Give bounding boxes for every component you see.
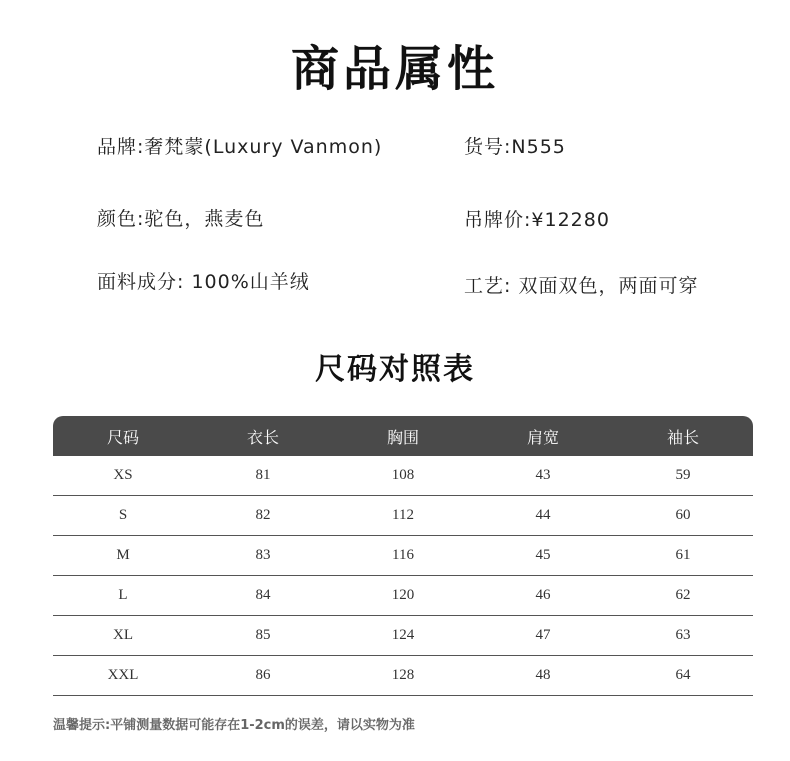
- header-size: 尺码: [53, 416, 193, 456]
- cell-sleeve: 61: [613, 536, 753, 576]
- cell-chest: 108: [333, 456, 473, 496]
- page-title: 商品属性: [290, 41, 499, 97]
- cell-length: 85: [193, 616, 333, 656]
- cell-size: S: [53, 496, 193, 536]
- cell-size: L: [53, 576, 193, 616]
- material-attribute: 面料成分: 100%山羊绒: [97, 271, 310, 293]
- header-chest: 胸围: [333, 416, 473, 456]
- cell-sleeve: 62: [613, 576, 753, 616]
- cell-sleeve: 63: [613, 616, 753, 656]
- table-row: [53, 616, 753, 656]
- cell-shoulder: 47: [473, 616, 613, 656]
- craft-attribute: 工艺: 双面双色，两面可穿: [464, 275, 699, 297]
- cell-length: 82: [193, 496, 333, 536]
- cell-length: 83: [193, 536, 333, 576]
- header-sleeve: 袖长: [613, 416, 753, 456]
- table-row: [53, 496, 753, 536]
- cell-shoulder: 44: [473, 496, 613, 536]
- tag-price-attribute: 吊牌价:¥12280: [464, 209, 610, 231]
- measurement-note: 温馨提示:平铺测量数据可能存在1-2cm的误差，请以实物为准: [53, 718, 415, 733]
- size-chart-title: 尺码对照表: [315, 352, 475, 387]
- cell-chest: 116: [333, 536, 473, 576]
- table-row: [53, 656, 753, 696]
- cell-chest: 128: [333, 656, 473, 696]
- cell-size: XL: [53, 616, 193, 656]
- brand-attribute: 品牌:奢梵蒙(Luxury Vanmon): [97, 136, 383, 158]
- cell-length: 81: [193, 456, 333, 496]
- size-chart-header-row: [53, 416, 753, 456]
- header-length: 衣长: [193, 416, 333, 456]
- cell-chest: 124: [333, 616, 473, 656]
- cell-shoulder: 43: [473, 456, 613, 496]
- sku-attribute: 货号:N555: [464, 136, 566, 158]
- cell-chest: 120: [333, 576, 473, 616]
- cell-length: 86: [193, 656, 333, 696]
- cell-shoulder: 45: [473, 536, 613, 576]
- header-shoulder: 肩宽: [473, 416, 613, 456]
- cell-chest: 112: [333, 496, 473, 536]
- cell-sleeve: 59: [613, 456, 753, 496]
- cell-size: XS: [53, 456, 193, 496]
- table-row: [53, 536, 753, 576]
- cell-shoulder: 46: [473, 576, 613, 616]
- cell-shoulder: 48: [473, 656, 613, 696]
- cell-size: M: [53, 536, 193, 576]
- size-chart-table: [53, 416, 753, 696]
- cell-sleeve: 64: [613, 656, 753, 696]
- table-row: [53, 576, 753, 616]
- cell-sleeve: 60: [613, 496, 753, 536]
- color-attribute: 颜色:驼色，燕麦色: [97, 208, 265, 230]
- table-row: [53, 456, 753, 496]
- cell-size: XXL: [53, 656, 193, 696]
- cell-length: 84: [193, 576, 333, 616]
